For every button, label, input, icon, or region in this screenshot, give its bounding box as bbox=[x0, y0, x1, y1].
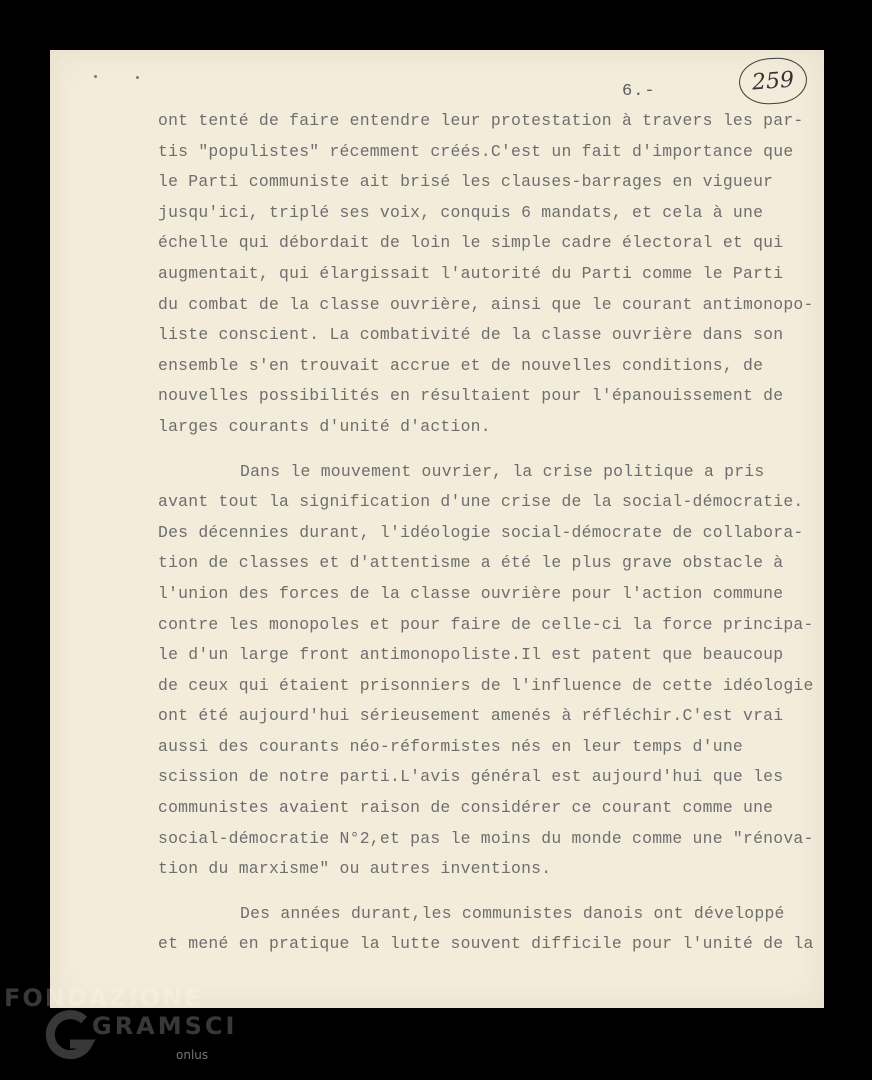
paper-speck bbox=[136, 76, 139, 79]
archive-number-stamp: 259 bbox=[737, 56, 808, 107]
text-line: tion du marxisme" ou autres inventions. bbox=[158, 859, 552, 879]
text-line: et mené en pratique la lutte souvent difficile pour l'unité de la bbox=[158, 934, 814, 954]
paragraph bbox=[158, 457, 814, 885]
text-line: jusqu'ici, triplé ses voix, conquis 6 mandats, et cela à une bbox=[158, 202, 764, 222]
text-line: tion de classes et d'attentisme a été le plus grave obstacle à bbox=[158, 553, 784, 573]
text-line: de ceux qui étaient prisonniers de l'influence de cette idéologie bbox=[158, 675, 814, 695]
watermark-line1: FONDAZIONE bbox=[4, 984, 203, 1012]
text-line: augmentait, qui élargissait l'autorité du Parti comme le Parti bbox=[158, 263, 784, 283]
text-line: avant tout la signification d'une crise de la social-démocratie. bbox=[158, 492, 804, 512]
text-line: aussi des courants néo-réformistes nés en leur temps d'une bbox=[158, 736, 743, 756]
text-line: le d'un large front antimonopoliste.Il est patent que beaucoup bbox=[158, 645, 784, 665]
text-line: larges courants d'unité d'action. bbox=[158, 416, 491, 436]
page-number: 6.- bbox=[622, 82, 656, 101]
text-line: Des années durant,les communistes danois ont développé bbox=[240, 903, 785, 923]
text-line: scission de notre parti.L'avis général est aujourd'hui que les bbox=[158, 767, 784, 787]
text-line: nouvelles possibilités en résultaient pour l'épanouissement de bbox=[158, 386, 784, 406]
text-line: liste conscient. La combativité de la classe ouvrière dans son bbox=[158, 325, 784, 345]
fondazione-gramsci-watermark bbox=[0, 982, 240, 1080]
text-line: Des décennies durant, l'idéologie social-démocrate de collabora- bbox=[158, 522, 804, 542]
paragraph bbox=[158, 106, 814, 443]
text-line: communistes avaient raison de considérer ce courant comme une bbox=[158, 798, 774, 818]
typed-text-body bbox=[158, 106, 814, 974]
text-line: échelle qui débordait de loin le simple cadre électoral et qui bbox=[158, 233, 784, 253]
text-line: Dans le mouvement ouvrier, la crise politique a pris bbox=[240, 461, 765, 481]
text-line: le Parti communiste ait brisé les clauses-barrages en vigueur bbox=[158, 172, 774, 192]
paragraph bbox=[158, 899, 814, 960]
gramsci-logo-icon bbox=[36, 1010, 96, 1060]
text-line: ont été aujourd'hui sérieusement amenés à réfléchir.C'est vrai bbox=[158, 706, 784, 726]
paper-speck bbox=[94, 75, 97, 78]
text-line: tis "populistes" récemment créés.C'est un fait d'importance que bbox=[158, 141, 794, 161]
text-line: social-démocratie N°2,et pas le moins du monde comme une "rénova- bbox=[158, 828, 814, 848]
text-line: contre les monopoles et pour faire de celle-ci la force principa- bbox=[158, 614, 814, 634]
text-line: l'union des forces de la classe ouvrière pour l'action commune bbox=[158, 583, 784, 603]
watermark-sub: onlus bbox=[176, 1048, 209, 1062]
text-line: ont tenté de faire entendre leur protestation à travers les par- bbox=[158, 111, 804, 130]
watermark-line2: GRAMSCI bbox=[92, 1012, 238, 1040]
text-line: ensemble s'en trouvait accrue et de nouvelles conditions, de bbox=[158, 355, 764, 375]
text-line: du combat de la classe ouvrière, ainsi que le courant antimonopo- bbox=[158, 294, 814, 314]
